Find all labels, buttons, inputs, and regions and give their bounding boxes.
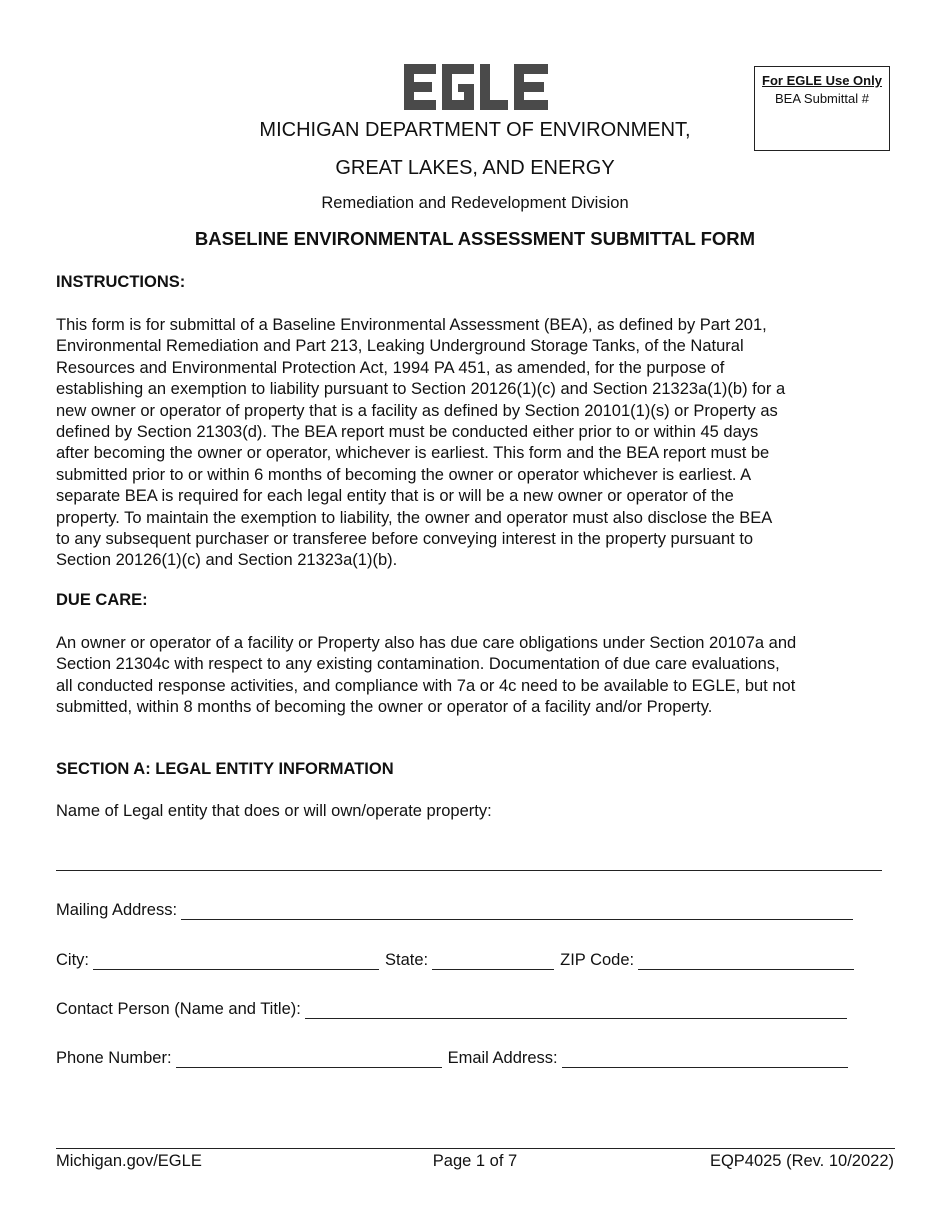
bea-submittal-number-label: BEA Submittal # [775,91,869,106]
footer-website: Michigan.gov/EGLE [56,1152,202,1170]
state-field[interactable] [432,951,554,970]
phone-number-field[interactable] [176,1049,442,1068]
due-care-line: Section 21304c with respect to any existing contamination. Documentation of due care evaluations, [56,655,780,674]
footer-divider [56,1148,895,1149]
city-field[interactable] [93,951,379,970]
instructions-line: establishing an exemption to liability pursuant to Section 20126(1)(c) and Section 21323a(1)(b) for a [56,380,786,399]
footer-page-number: Page 1 of 7 [432,1152,518,1170]
mailing-address-label: Mailing Address: [56,901,178,919]
due-care-line: An owner or operator of a facility or Property also has due care obligations under Section 20107a and [56,634,797,652]
instructions-line: to any subsequent purchaser or transferee before conveying interest in the property pursuant to [56,530,754,549]
instructions-line: Resources and Environmental Protection Act, 1994 PA 451, as amended, for the purpose of [56,358,725,377]
instructions-text [56,315,901,572]
legal-entity-row [56,852,888,871]
contact-person-row [56,1000,853,1019]
division-name: Remediation and Redevelopment Division [321,194,629,212]
city-label: City: [56,951,89,969]
instructions-heading: INSTRUCTIONS: [56,273,186,291]
due-care-text [56,633,901,719]
instructions-line: new owner or operator of property that is a facility as defined by Section 20101(1)(s) or Property as [56,401,778,420]
instructions-line: This form is for submittal of a Baseline Environmental Assessment (BEA), as defined by Part 201, [56,316,767,334]
use-only-title: For EGLE Use Only [762,73,882,88]
due-care-heading: DUE CARE: [56,591,148,609]
department-name-line2: GREAT LAKES, AND ENERGY [335,157,615,179]
section-a-heading: SECTION A: LEGAL ENTITY INFORMATION [56,760,394,778]
email-address-field[interactable] [562,1049,848,1068]
contact-person-field[interactable] [305,1000,847,1019]
zip-code-field[interactable] [638,951,854,970]
department-name-line1: MICHIGAN DEPARTMENT OF ENVIRONMENT, [259,119,691,141]
zip-code-label: ZIP Code: [560,951,635,969]
instructions-line: property. To maintain the exemption to liability, the owner and operator must also disclose the BEA [56,508,773,527]
form-title: BASELINE ENVIRONMENTAL ASSESSMENT SUBMITTAL FORM [194,228,756,249]
legal-entity-name-field[interactable] [56,852,882,871]
phone-email-row [56,1049,854,1068]
egle-logo [404,64,548,110]
contact-person-label: Contact Person (Name and Title): [56,1000,301,1018]
instructions-line: separate BEA is required for each legal entity that is or will be a new owner or operator of the [56,487,734,506]
legal-entity-label: Name of Legal entity that does or will own/operate property: [56,802,492,820]
mailing-address-row [56,901,859,920]
footer-form-number: EQP4025 (Rev. 10/2022) [709,1152,894,1170]
due-care-line: all conducted response activities, and compliance with 7a or 4c need to be available to EGLE, but not [56,676,796,695]
instructions-line: defined by Section 21303(d). The BEA report must be conducted either prior to or within 45 days [56,423,759,442]
state-label: State: [385,951,429,969]
mailing-address-field[interactable] [181,901,853,920]
instructions-line: submitted prior to or within 6 months of becoming the owner or operator whichever is earliest. A [56,465,752,484]
phone-number-label: Phone Number: [56,1049,172,1067]
instructions-line: Section 20126(1)(c) and Section 21323a(1)(b). [56,551,398,570]
city-state-zip-row [56,951,860,970]
email-address-label: Email Address: [447,1049,558,1067]
instructions-line: after becoming the owner or operator, whichever is earliest. This form and the BEA report must be [56,444,770,463]
instructions-line: Environmental Remediation and Part 213, Leaking Underground Storage Tanks, of the Natural [56,337,744,356]
due-care-line: submitted, within 8 months of becoming the owner or operator of a facility and/or Property. [56,698,713,717]
